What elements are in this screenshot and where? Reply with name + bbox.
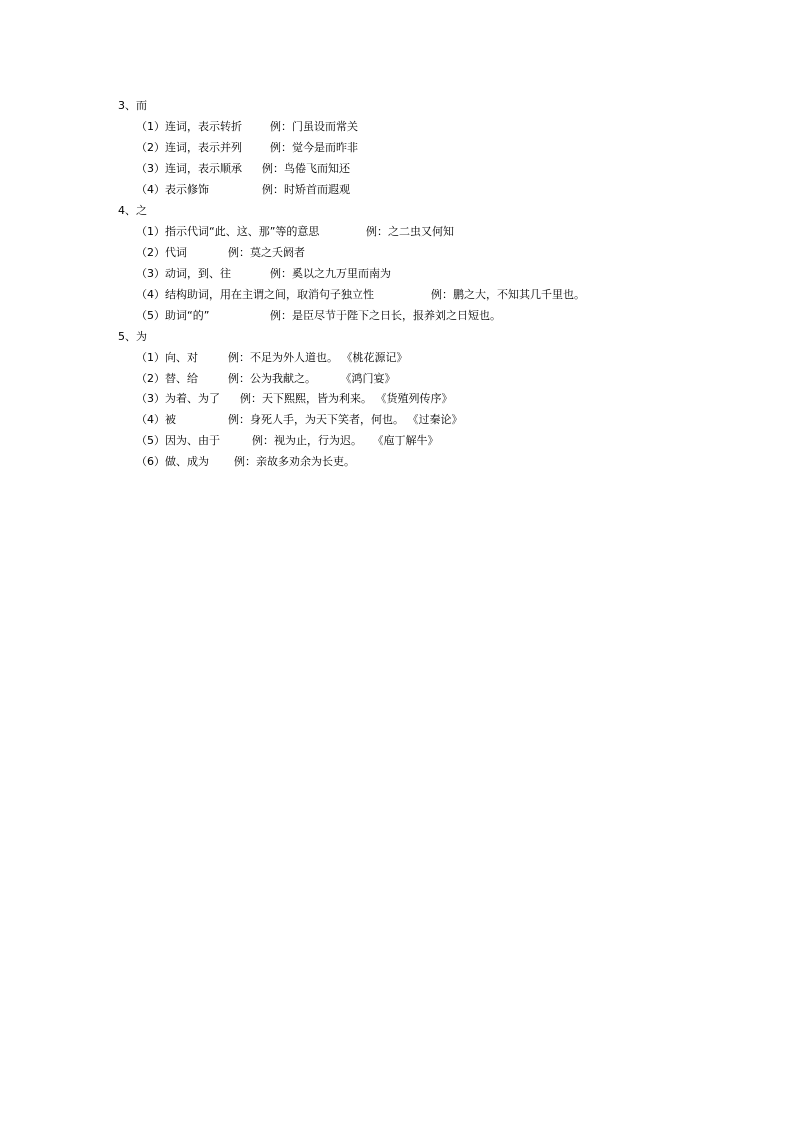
list-item-example: 例：是臣尽节于陛下之日长，报养刘之日短也。: [270, 309, 501, 322]
list-item-label: （1）指示代词“此、这、那”等的意思: [136, 225, 320, 238]
list-item-label: （4）结构助词，用在主谓之间，取消句子独立性: [136, 288, 374, 301]
list-item-example: 例：莫之夭阏者: [228, 246, 305, 259]
list-item-label: （6）做、成为: [136, 455, 209, 468]
list-item-example: 例：门虽设而常关: [270, 120, 358, 133]
list-item-example: 例：鸟倦飞而知还: [262, 162, 350, 175]
list-item-example: 例：天下熙熙，皆为利来。 《货殖列传序》: [240, 392, 453, 405]
list-item-example: 例：身死人手，为天下笑者，何也。 《过秦论》: [228, 413, 463, 426]
list-item-example: 例：视为止，行为迟。 《庖丁解牛》: [252, 434, 439, 447]
list-item-label: （1）向、对: [136, 351, 198, 364]
list-item-example: 例：鹏之大，不知其几千里也。: [431, 288, 585, 301]
list-item-example: 例：时矫首而遐观: [262, 183, 350, 196]
list-item-label: （2）连词，表示并列: [136, 141, 242, 154]
section-heading-4: 4、之: [118, 204, 147, 217]
list-item-label: （1）连词，表示转折: [136, 120, 242, 133]
list-item-label: （2）代词: [136, 246, 187, 259]
list-item-label: （2）替、给: [136, 372, 198, 385]
list-item-example: 例：之二虫又何知: [366, 225, 454, 238]
list-item-example: 例：公为我献之。 《鸿门宴》: [228, 372, 396, 385]
list-item-label: （5）助词“的”: [136, 309, 210, 322]
list-item-label: （3）为着、为了: [136, 392, 220, 405]
section-heading-3: 3、而: [118, 99, 147, 112]
section-heading-5: 5、为: [118, 330, 147, 343]
list-item-label: （4）被: [136, 413, 176, 426]
list-item-label: （5）因为、由于: [136, 434, 220, 447]
list-item-example: 例：觉今是而昨非: [270, 141, 358, 154]
list-item-example: 例：不足为外人道也。 《桃花源记》: [228, 351, 408, 364]
list-item-label: （3）动词，到、往: [136, 267, 231, 280]
list-item-label: （3）连词，表示顺承: [136, 162, 242, 175]
list-item-label: （4）表示修饰: [136, 183, 209, 196]
list-item-example: 例：奚以之九万里而南为: [270, 267, 391, 280]
list-item-example: 例：亲故多劝余为长吏。: [234, 455, 355, 468]
